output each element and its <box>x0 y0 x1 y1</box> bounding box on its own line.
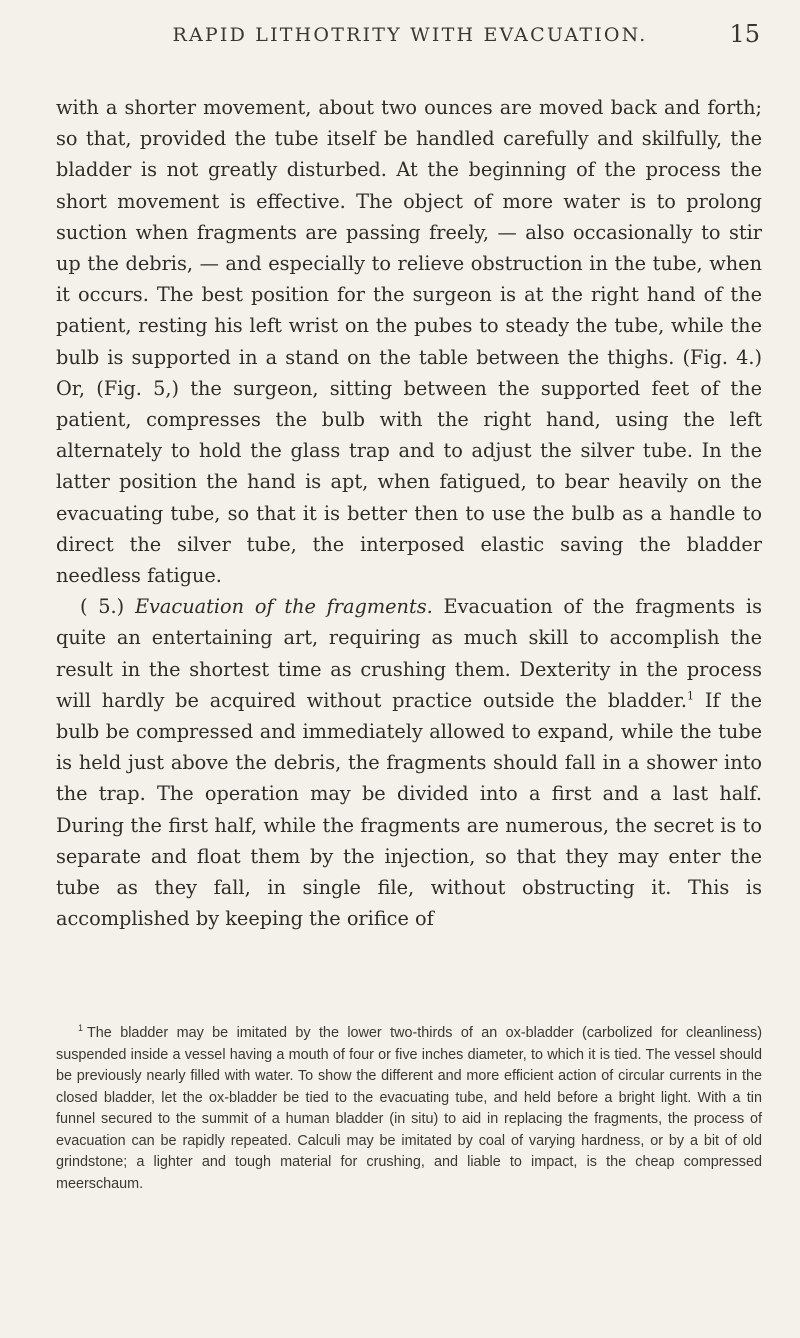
running-head <box>60 18 760 54</box>
paragraph-2 <box>56 591 762 934</box>
section-number: ( 5.) <box>80 595 125 619</box>
page-number: 15 <box>729 20 760 48</box>
footnote <box>56 1023 762 1195</box>
footnote-text: The bladder may be imitated by the lower two-thirds of an ox-bladder (carbolized for cleanliness) suspended inside a vessel having a mouth of four or five inches diameter, to which it is tied. The vessel should be previously nearly filled with water. To show the different and more efficient action of circular currents in the closed bladder, let the ox-bladder be tied to the evacuating tube, and held before a bright light. With a tin funnel secured to the summit of a human bladder (in situ) to aid in replacing the fragments, the process of evacuation can be rapidly repeated. Calculi may be imitated by coal of varying hardness, or by a bit of old grindstone; a lighter and tough material for crushing, and liable to impact, is the cheap compressed meerschaum. <box>56 1025 762 1192</box>
section-title: Evacuation of the fragments. <box>134 595 433 619</box>
footnote-paragraph <box>56 1023 762 1195</box>
paragraph-1: with a shorter movement, about two ounces are moved back and forth; so that, provided the tube itself be handled carefully and skilfully, the bladder is not greatly disturbed. At the beginning of the process the short movement is effective. The object of more water is to prolong suction when fragments are passing freely, — also occasionally to stir up the debris, — and especially to relieve obstruction in the tube, when it occurs. The best position for the surgeon is at the right hand of the patient, resting his left wrist on the pubes to steady the tube, while the bulb is supported in a stand on the table between the thighs. (Fig. 4.) Or, (Fig. 5,) the surgeon, sitting between the supported feet of the patient, compresses the bulb with the right hand, using the left alternately to hold the glass trap and to adjust the silver tube. In the latter position the hand is apt, when fatigued, to bear heavily on the evacuating tube, so that it is better then to use the bulb as a handle to direct the silver tube, the interposed elastic saving the bladder needless fatigue. <box>56 96 762 588</box>
running-title: RAPID LITHOTRITY WITH EVACUATION. <box>172 24 648 46</box>
paragraph-2-text-a: Evacuation of the fragments is quite an entertaining art, requiring as much skill to accomplish the result in the shortest time as crushing them. Dexterity in the process will hardly be acquired without practice outside the bladder. <box>56 595 762 712</box>
footnote-reference: 1 <box>687 689 695 703</box>
footnote-marker: 1 <box>78 1023 84 1034</box>
body-text <box>56 92 762 934</box>
paragraph-2-text-b: If the bulb be compressed and immediately allowed to expand, while the tube is held just above the debris, the fragments should fall in a shower into the trap. The operation may be divided into a first and a last half. During the first half, while the fragments are numerous, the secret is to separate and float them by the injection, so that they may enter the tube as they fall, in single file, without obstructing it. This is accomplished by keeping the orifice of <box>56 688 762 931</box>
